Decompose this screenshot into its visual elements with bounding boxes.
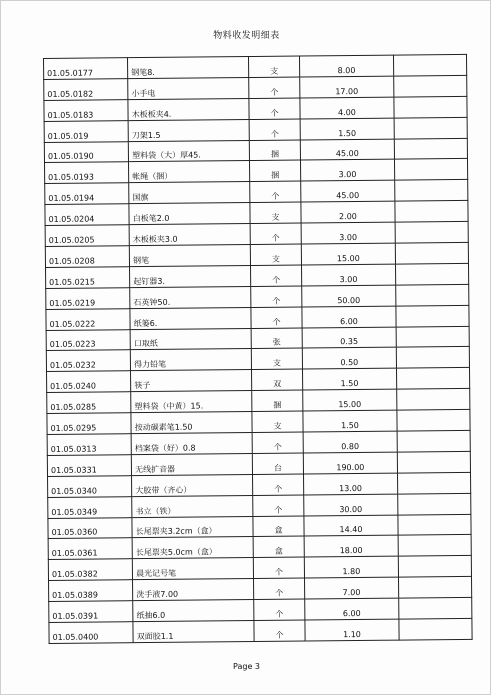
item-name-cell: 大胶带（齐心） (132, 474, 253, 496)
quantity-cell: 0.50 (302, 348, 396, 370)
blank-cell (394, 138, 467, 160)
unit-cell: 张 (251, 328, 302, 349)
item-code-cell: 01.05.0389 (49, 580, 133, 602)
item-code-cell: 01.05.0361 (48, 538, 132, 560)
blank-cell (399, 577, 472, 599)
item-name-cell: 钢笔8. (128, 57, 249, 79)
unit-cell: 支 (252, 348, 303, 369)
quantity-cell: 1.50 (303, 410, 397, 432)
item-name-cell: 纸抽6.0 (133, 600, 254, 622)
unit-cell: 个 (253, 474, 304, 495)
blank-cell (395, 180, 468, 202)
blank-cell (395, 242, 468, 264)
unit-cell: 个 (254, 557, 305, 578)
item-code-cell: 01.05.0331 (47, 455, 131, 477)
item-name-cell: 长尾票夹3.2cm（盒） (132, 516, 253, 538)
item-name-cell: 塑料袋（中黄）15. (131, 391, 252, 413)
item-code-cell: 01.05.0391 (49, 601, 133, 623)
blank-cell (394, 75, 467, 97)
unit-cell: 个 (254, 599, 305, 620)
blank-cell (395, 159, 468, 181)
item-name-cell: 洗手液7.00 (133, 579, 254, 601)
quantity-cell: 1.50 (300, 118, 394, 140)
item-name-cell: 起钉器3. (130, 265, 251, 287)
document-title: 物料收发明细表 (213, 31, 280, 41)
item-code-cell: 01.05.0223 (46, 329, 130, 351)
item-name-cell: 无线扩音器 (131, 453, 252, 475)
item-name-cell: 长尾票夹5.0cm（盒） (132, 537, 253, 559)
blank-cell (397, 410, 470, 432)
item-code-cell: 01.05.0215 (46, 267, 130, 289)
quantity-cell: 0.80 (303, 431, 397, 453)
unit-cell: 个 (253, 495, 304, 516)
unit-cell: 盒 (253, 516, 304, 537)
blank-cell (398, 514, 471, 536)
quantity-cell: 1.10 (305, 619, 399, 641)
item-name-cell: 档案袋（好）0.8 (131, 433, 252, 455)
blank-cell (395, 222, 468, 244)
blank-cell (394, 54, 467, 76)
blank-cell (399, 598, 472, 620)
unit-cell: 捆 (250, 140, 301, 161)
item-name-cell: 纸篓6. (130, 307, 251, 329)
unit-cell: 支 (252, 411, 303, 432)
unit-cell: 个 (250, 223, 301, 244)
blank-cell (397, 368, 470, 390)
item-code-cell: 01.05.0183 (44, 99, 128, 121)
item-name-cell: 书立（铁） (132, 495, 253, 517)
unit-cell: 个 (251, 307, 302, 328)
blank-cell (399, 618, 472, 640)
unit-cell: 个 (250, 181, 301, 202)
item-name-cell: 刀架1.5 (128, 119, 249, 141)
quantity-cell: 13.00 (303, 473, 397, 495)
quantity-cell: 190.00 (303, 452, 397, 474)
item-code-cell: 01.05.0240 (47, 371, 131, 393)
item-code-cell: 01.05.0382 (48, 559, 132, 581)
item-code-cell: 01.05.0360 (48, 517, 132, 539)
quantity-cell: 18.00 (304, 536, 398, 558)
unit-cell: 个 (251, 286, 302, 307)
quantity-cell: 0.35 (302, 327, 396, 349)
blank-cell (398, 493, 471, 515)
quantity-cell: 6.00 (305, 598, 399, 620)
item-name-cell: 木板板夹3.0 (129, 224, 250, 246)
item-name-cell: 塑料袋（大）厚45. (128, 140, 249, 162)
quantity-cell: 6.00 (302, 306, 396, 328)
item-name-cell: 钢笔 (129, 245, 250, 267)
item-name-cell: 帐绳（捆） (129, 161, 250, 183)
blank-cell (397, 430, 470, 452)
unit-cell: 个 (249, 98, 300, 119)
unit-cell: 个 (254, 578, 305, 599)
page-number: Page 3 (233, 662, 260, 671)
blank-cell (397, 451, 470, 473)
item-name-cell: 国旗 (129, 182, 250, 204)
item-code-cell: 01.05.0208 (45, 246, 129, 268)
blank-cell (396, 347, 469, 369)
item-name-cell: 木板板夹4. (128, 98, 249, 120)
item-code-cell: 01.05.0219 (46, 287, 130, 309)
unit-cell: 台 (253, 453, 304, 474)
item-name-cell: 口取纸 (130, 328, 251, 350)
blank-cell (396, 326, 469, 348)
unit-cell: 个 (252, 432, 303, 453)
quantity-cell: 45.00 (300, 180, 394, 202)
item-code-cell: 01.05.0194 (45, 183, 129, 205)
unit-cell: 个 (254, 620, 305, 641)
unit-cell: 双 (252, 369, 303, 390)
item-code-cell: 01.05.0349 (48, 496, 132, 518)
item-name-cell: 白板笔2.0 (129, 203, 250, 225)
item-code-cell: 01.05.0285 (47, 392, 131, 414)
blank-cell (394, 96, 467, 118)
item-name-cell: 筷子 (131, 370, 252, 392)
quantity-cell: 1.80 (304, 556, 398, 578)
table-row (49, 618, 472, 643)
quantity-cell: 15.00 (302, 389, 396, 411)
quantity-cell: 1.50 (302, 368, 396, 390)
item-code-cell: 01.05.0232 (46, 350, 130, 372)
material-table (43, 54, 473, 644)
item-name-cell: 石英钟50. (130, 286, 251, 308)
blank-cell (396, 284, 469, 306)
blank-cell (398, 535, 471, 557)
item-code-cell: 01.05.0295 (47, 413, 131, 435)
unit-cell: 支 (249, 56, 300, 77)
item-code-cell: 01.05.0177 (44, 58, 128, 80)
unit-cell: 个 (249, 119, 300, 140)
item-code-cell: 01.05.0222 (46, 308, 130, 330)
unit-cell: 捆 (250, 160, 301, 181)
item-code-cell: 01.05.0313 (47, 434, 131, 456)
unit-cell: 盒 (253, 537, 304, 558)
unit-cell: 捆 (252, 390, 303, 411)
item-code-cell: 01.05.019 (44, 120, 128, 142)
material-table-container (43, 54, 473, 644)
blank-cell (398, 556, 471, 578)
unit-cell: 支 (250, 202, 301, 223)
blank-cell (396, 263, 469, 285)
blank-cell (397, 389, 470, 411)
item-name-cell: 双面胶1.1 (133, 621, 254, 643)
item-code-cell: 01.05.0193 (45, 162, 129, 184)
quantity-cell: 30.00 (304, 494, 398, 516)
item-code-cell: 01.05.0340 (48, 475, 132, 497)
blank-cell (395, 201, 468, 223)
blank-cell (396, 305, 469, 327)
item-name-cell: 得力铅笔 (130, 349, 251, 371)
quantity-cell: 8.00 (299, 55, 393, 77)
item-name-cell: 小手电 (128, 77, 249, 99)
item-code-cell: 01.05.0182 (44, 79, 128, 101)
quantity-cell: 3.00 (301, 264, 395, 286)
quantity-cell: 3.00 (301, 222, 395, 244)
item-name-cell: 晨光记号笔 (132, 558, 253, 580)
item-code-cell: 01.05.0400 (49, 622, 133, 644)
quantity-cell: 50.00 (301, 285, 395, 307)
quantity-cell: 3.00 (300, 160, 394, 182)
quantity-cell: 4.00 (300, 97, 394, 119)
unit-cell: 个 (251, 265, 302, 286)
item-name-cell: 按动碳素笔1.50 (131, 412, 252, 434)
quantity-cell: 17.00 (299, 76, 393, 98)
quantity-cell: 2.00 (301, 201, 395, 223)
unit-cell: 个 (249, 77, 300, 98)
quantity-cell: 45.00 (300, 139, 394, 161)
item-code-cell: 01.05.0190 (44, 141, 128, 163)
blank-cell (394, 117, 467, 139)
blank-cell (398, 472, 471, 494)
material-table-body (44, 54, 473, 643)
quantity-cell: 14.40 (304, 515, 398, 537)
quantity-cell: 7.00 (304, 577, 398, 599)
quantity-cell: 15.00 (301, 243, 395, 265)
unit-cell: 支 (251, 244, 302, 265)
item-code-cell: 01.05.0204 (45, 204, 129, 226)
item-code-cell: 01.05.0205 (45, 225, 129, 247)
